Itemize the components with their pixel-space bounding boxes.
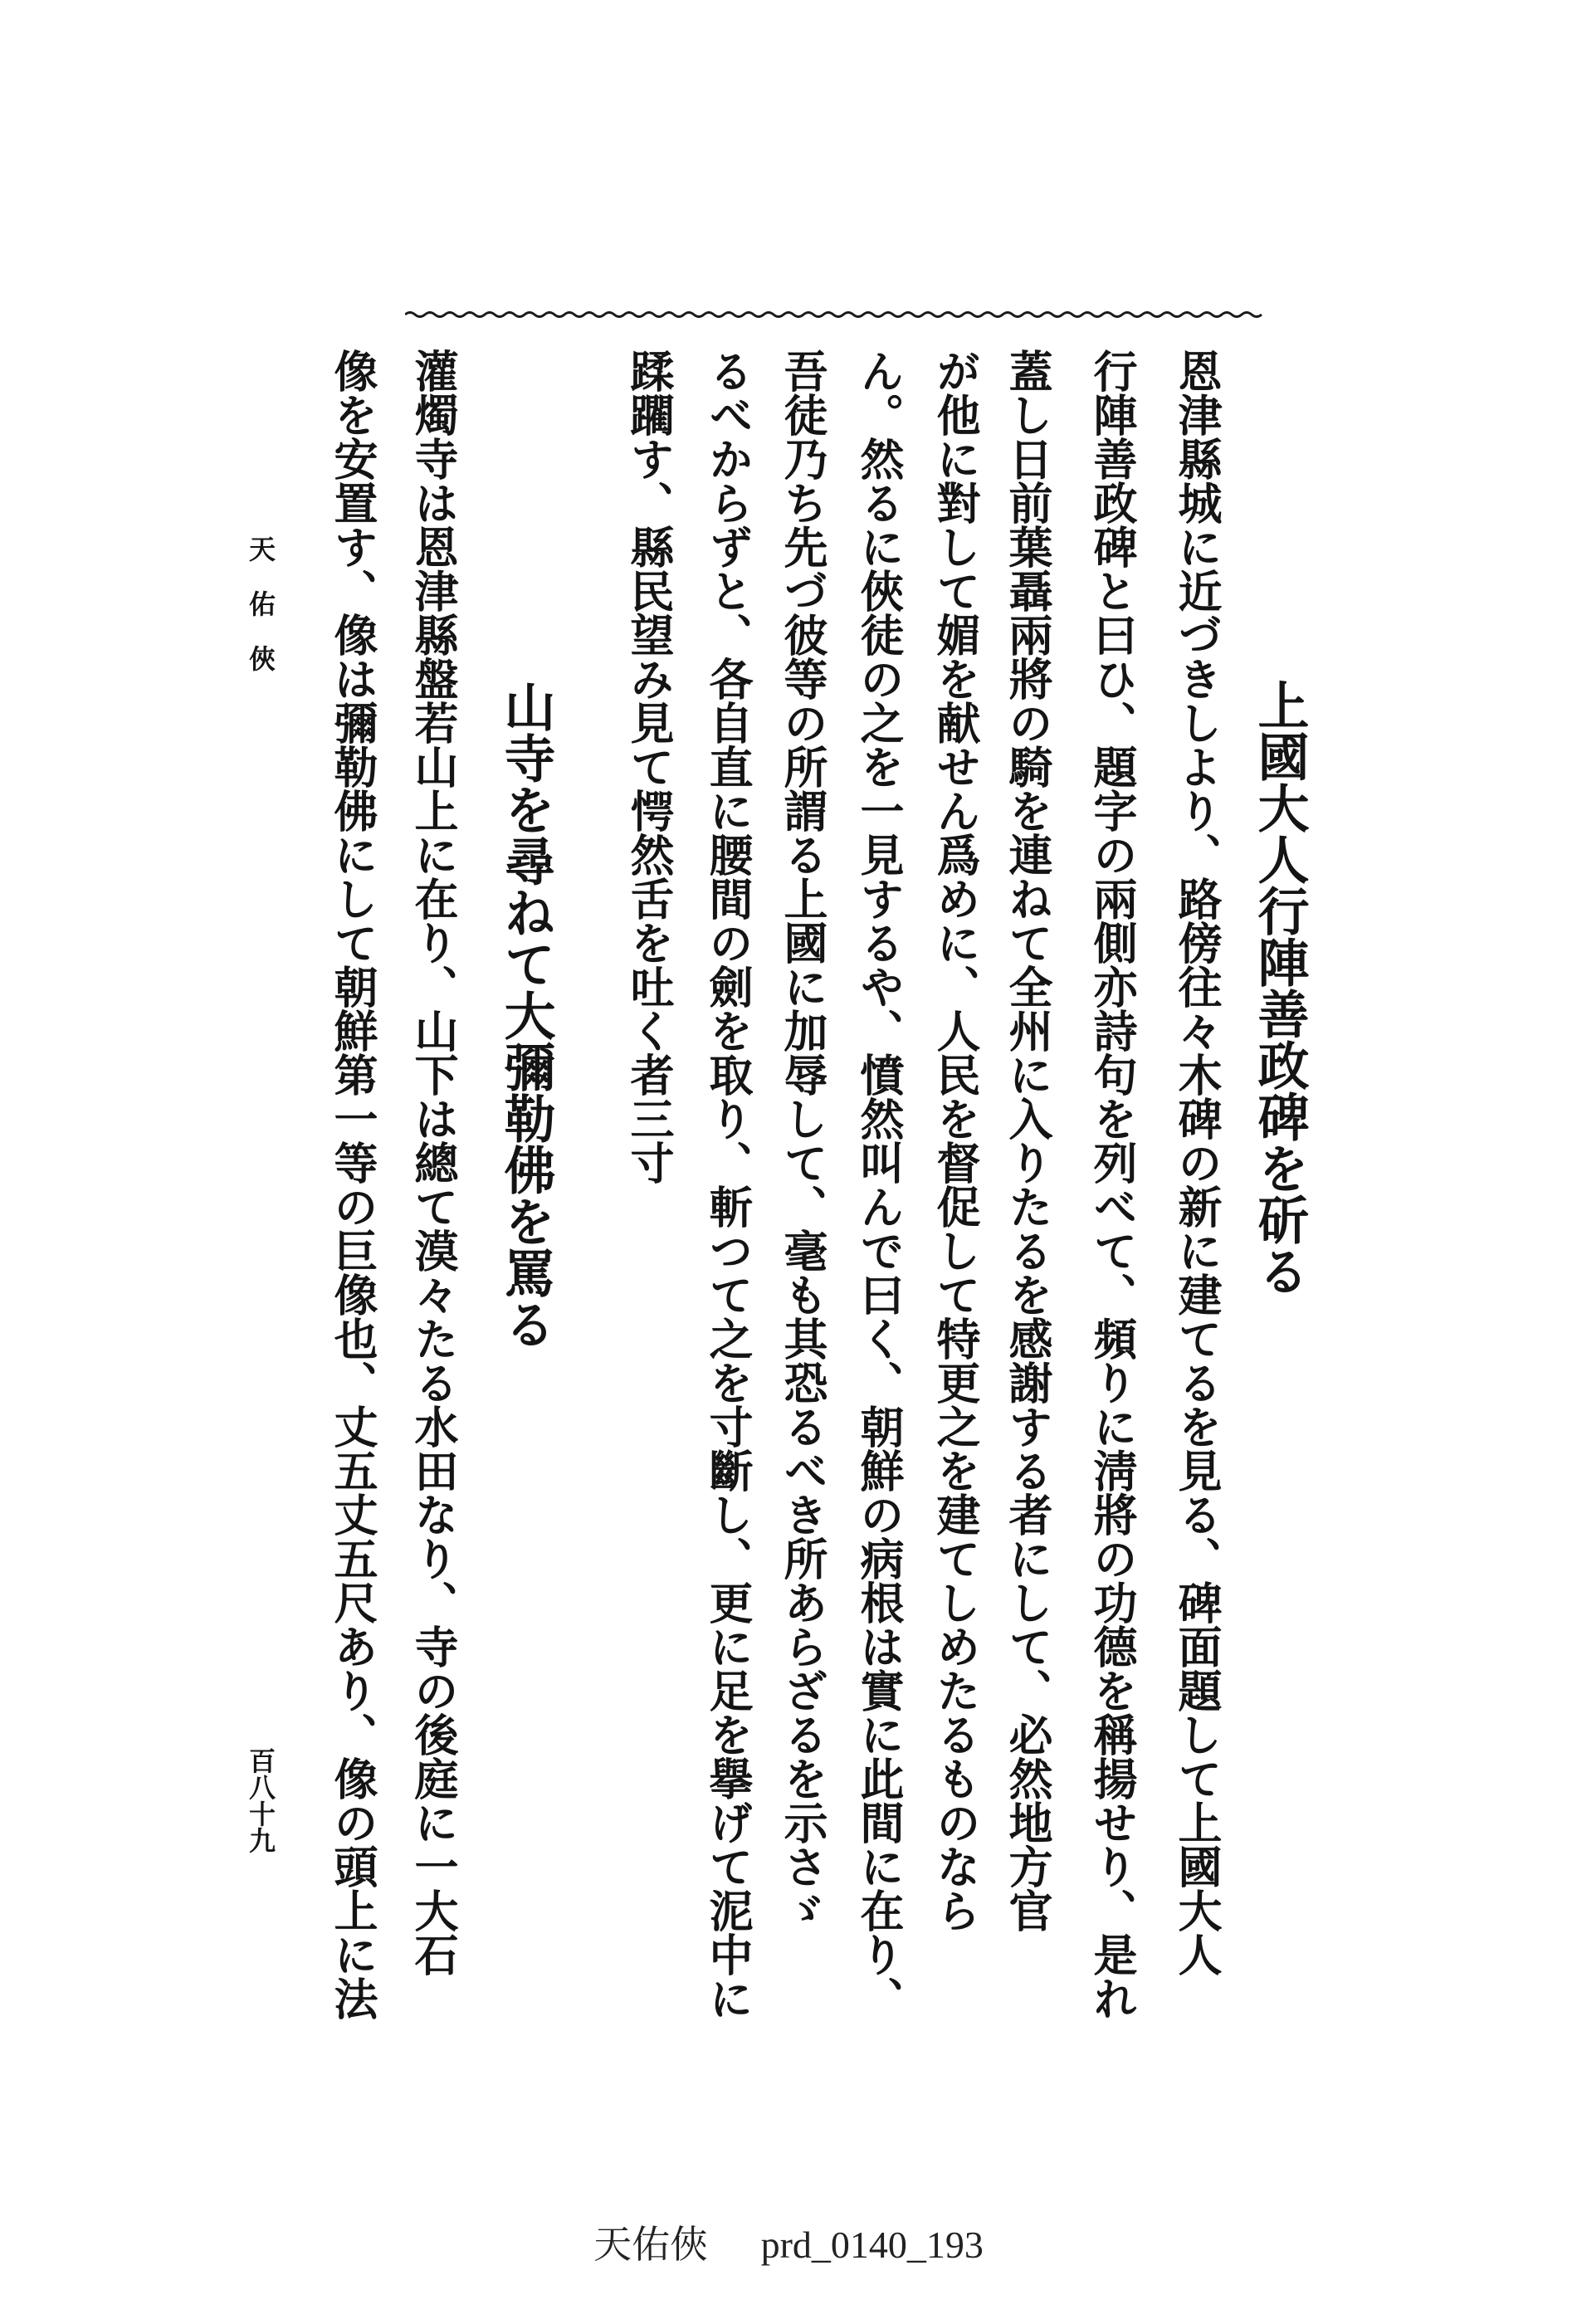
section1-title: 上國大人行陣善政碑を斫る	[1249, 679, 1310, 1296]
footer-book-title: 天佑俠	[593, 2224, 709, 2266]
section1-line-2: 行陣善政碑と曰ひ、題字の兩側亦詩句を列べて、頻りに淸將の功德を稱揚せり、是れ	[1086, 349, 1138, 2020]
running-head: 天佑俠	[245, 535, 276, 700]
section2-line-2: 像を安置す、像は彌勒佛にして朝鮮第一等の巨像也、丈五丈五尺あり、像の頭上に法	[327, 349, 378, 2020]
footer-page-id: prd_0140_193	[760, 2224, 984, 2266]
section1-line-3: 蓋し日前葉聶兩將の騎を連ねて全州に入りたるを感謝する者にして、必然地方官	[1002, 349, 1053, 1932]
section1-line-4: が他に對して媚を献せん爲めに、人民を督促して特更之を建てしめたるものなら	[930, 349, 981, 1932]
section1-line-8: 蹂躙す、縣民望み見て愕然舌を吐く者三寸	[623, 349, 675, 1184]
section-divider-rule	[405, 309, 1268, 320]
section1-line-7: るべからずと、各自直に腰間の劍を取り、斬つて之を寸斷し、更に足を擧げて泥中に	[702, 349, 754, 2020]
wavy-rule-graphic	[405, 309, 1268, 320]
section2-title: 山寺を尋ねて大彌勒佛を罵る	[496, 681, 556, 1350]
page-footer	[0, 2214, 1577, 2269]
section1-line-1: 恩津縣城に近づきしより、路傍往々木碑の新に建てるを見る、碑面題して上國大人	[1171, 349, 1223, 1976]
section1-line-6: 吾徒乃ち先づ彼等の所謂る上國に加辱して、毫も其恐るべき所あらざるを示さゞ	[777, 349, 828, 1932]
page-number: 百八十九	[245, 1747, 276, 1853]
section1-line-5: ん。然るに俠徒の之を一見するや、憤然叫んで曰く、朝鮮の病根は實に此間に在り、	[853, 349, 905, 2020]
section2-line-1: 灌燭寺は恩津縣盤若山上に在り、山下は總て漠々たる水田なり、寺の後庭に一大石	[408, 349, 459, 1976]
